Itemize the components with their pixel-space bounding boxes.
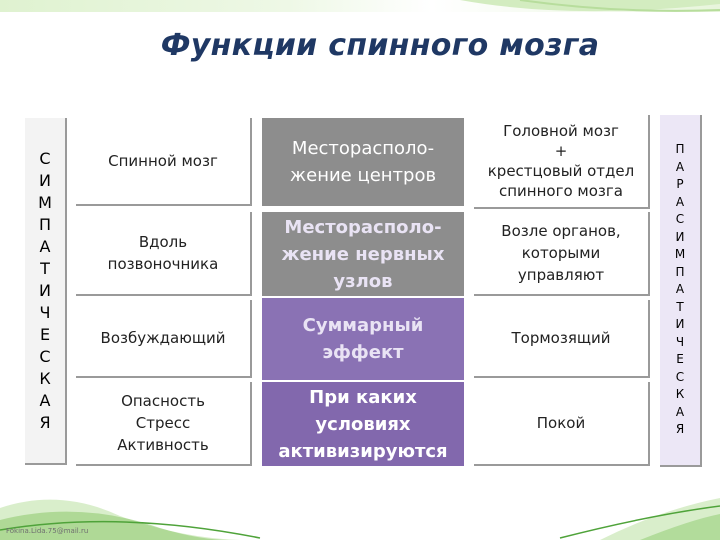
bottom-decoration-waves: [0, 480, 720, 540]
sympathetic-label-letter: Ч: [39, 302, 51, 322]
parasympathetic-label-letter: А: [675, 404, 685, 419]
parasympathetic-label-letter: С: [675, 212, 685, 227]
sympathetic-vertical-label: [25, 118, 67, 465]
parasympathetic-label-letter: А: [675, 282, 685, 297]
row-3-sympathetic-cell: Возбуждающий: [76, 300, 252, 378]
sympathetic-label-letter: К: [39, 368, 51, 388]
row-2-sympathetic-cell: Вдоль позвоночника: [76, 212, 252, 296]
sympathetic-label-letter: М: [38, 192, 52, 212]
parasympathetic-label-letter: И: [675, 229, 685, 244]
sympathetic-label-letter: С: [39, 148, 51, 168]
row-3-parasympathetic-cell: Тормозящий: [474, 300, 650, 378]
row-1-sympathetic-cell: Спинной мозг: [76, 118, 252, 206]
row-2-parasympathetic-cell: Возле органов, которыми управляют: [474, 212, 650, 296]
sympathetic-label-letter: А: [39, 236, 51, 256]
row-4-parasympathetic-cell: Покой: [474, 382, 650, 466]
sympathetic-label-letter: И: [39, 280, 51, 300]
parasympathetic-label-letter: К: [675, 387, 685, 402]
parasympathetic-label-letter: П: [675, 264, 685, 279]
parasympathetic-vertical-label: [660, 115, 702, 467]
row-1-criterion-cell: Месторасполо- жение центров: [262, 118, 464, 206]
parasympathetic-label-letter: С: [675, 369, 685, 384]
parasympathetic-label-letter: А: [675, 159, 685, 174]
parasympathetic-label-letter: А: [675, 194, 685, 209]
sympathetic-label-letter: А: [39, 390, 51, 410]
parasympathetic-label-letter: Р: [676, 177, 684, 192]
row-2-criterion-cell: Месторасполо- жение нервных узлов: [262, 212, 464, 296]
sympathetic-label-letter: Я: [39, 412, 51, 432]
row-3-criterion-cell: Суммарный эффект: [262, 298, 464, 380]
parasympathetic-label-letter: Я: [675, 422, 685, 437]
sympathetic-label-letter: С: [39, 346, 51, 366]
parasympathetic-label-letter: Ч: [675, 334, 685, 349]
sympathetic-label-letter: И: [39, 170, 51, 190]
parasympathetic-label-letter: Т: [676, 299, 684, 314]
parasympathetic-label-letter: М: [674, 247, 686, 262]
row-4-criterion-cell: При каких условиях активизируются: [262, 382, 464, 466]
footer-email: Fokina.Lida.75@mail.ru: [6, 527, 89, 535]
parasympathetic-label-letter: Е: [676, 352, 684, 367]
row-1-parasympathetic-cell: Головной мозг + крестцовый отдел спинного мозга: [474, 115, 650, 209]
parasympathetic-label-letter: П: [675, 142, 685, 157]
page-title: Функции спинного мозга: [160, 28, 600, 63]
sympathetic-label-letter: П: [38, 214, 52, 234]
row-4-sympathetic-cell: Опасность Стресс Активность: [76, 382, 252, 466]
sympathetic-label-letter: Е: [39, 324, 51, 344]
sympathetic-label-letter: Т: [40, 258, 50, 278]
parasympathetic-label-letter: И: [675, 317, 685, 332]
